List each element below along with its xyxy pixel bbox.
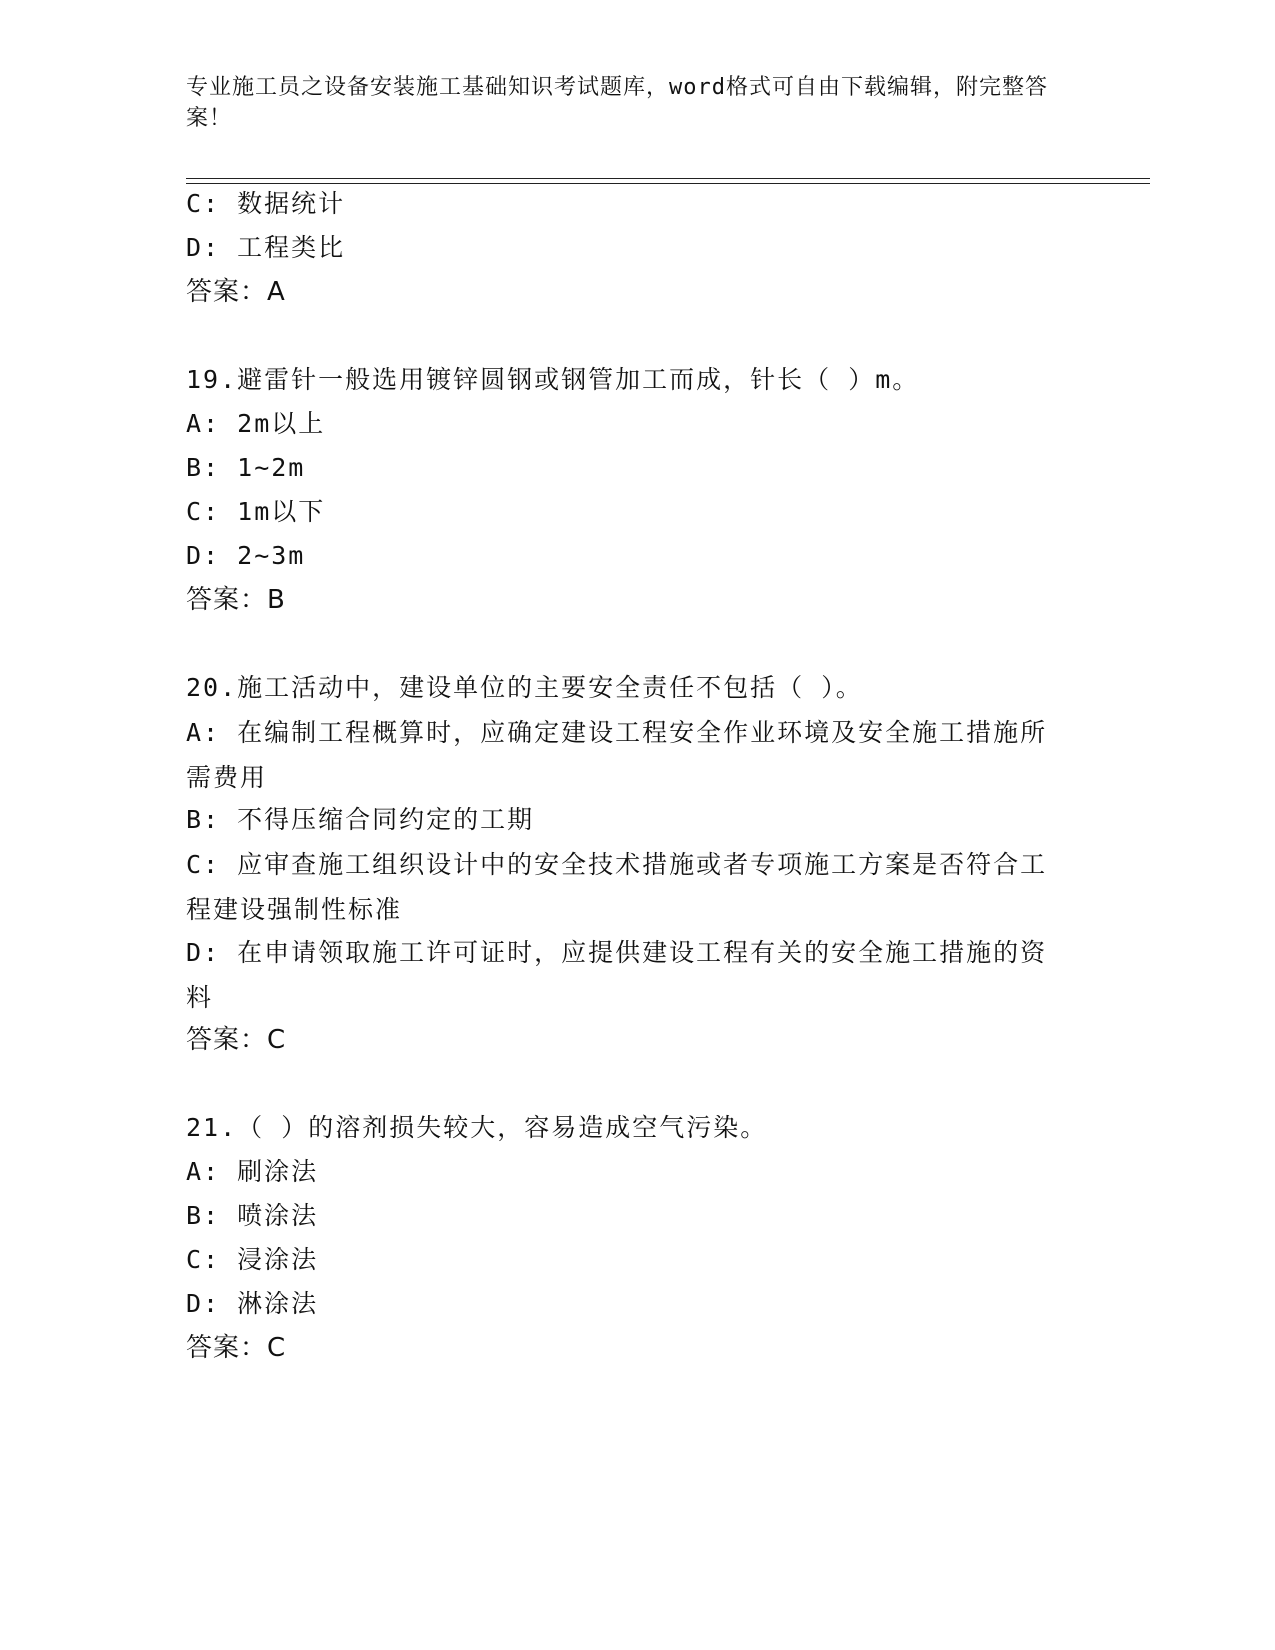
q18-option-c: C: 数据统计: [186, 189, 346, 218]
q20-answer: 答案：C: [186, 1025, 287, 1055]
q21-answer: 答案：C: [186, 1333, 287, 1363]
q19-option-b: B: 1~2m: [186, 453, 306, 482]
q21-option-c: C: 浸涂法: [186, 1245, 319, 1274]
q20-option-d: D: 在申请领取施工许可证时，应提供建设工程有关的安全施工措施的资料: [186, 938, 1048, 1012]
q19-question: 19.避雷针一般选用镀锌圆钢或钢管加工而成，针长（ ）m。: [186, 365, 920, 394]
document-header: 专业施工员之设备安装施工基础知识考试题库，word格式可自由下载编辑，附完整答案！: [186, 75, 1048, 131]
q19-answer: 答案：B: [186, 585, 286, 615]
header-divider: [186, 178, 1150, 179]
q20-option-a: A: 在编制工程概算时，应确定建设工程安全作业环境及安全施工措施所需费用: [186, 718, 1048, 792]
header-divider-double: [186, 183, 1150, 184]
q18-answer: 答案：A: [186, 277, 286, 307]
q20-question: 20.施工活动中，建设单位的主要安全责任不包括（ ）。: [186, 673, 863, 702]
q21-question: 21.（ ）的溶剂损失较大，容易造成空气污染。: [186, 1113, 768, 1142]
q21-option-a: A: 刷涂法: [186, 1157, 319, 1186]
q19-option-a: A: 2m以上: [186, 409, 326, 438]
q18-option-d: D: 工程类比: [186, 233, 346, 262]
q20-option-b: B: 不得压缩合同约定的工期: [186, 805, 535, 834]
q21-option-b: B: 喷涂法: [186, 1201, 319, 1230]
q21-option-d: D: 淋涂法: [186, 1289, 319, 1318]
q19-option-d: D: 2~3m: [186, 541, 306, 570]
q19-option-c: C: 1m以下: [186, 497, 326, 526]
q20-option-c: C: 应审查施工组织设计中的安全技术措施或者专项施工方案是否符合工程建设强制性标准: [186, 850, 1048, 924]
